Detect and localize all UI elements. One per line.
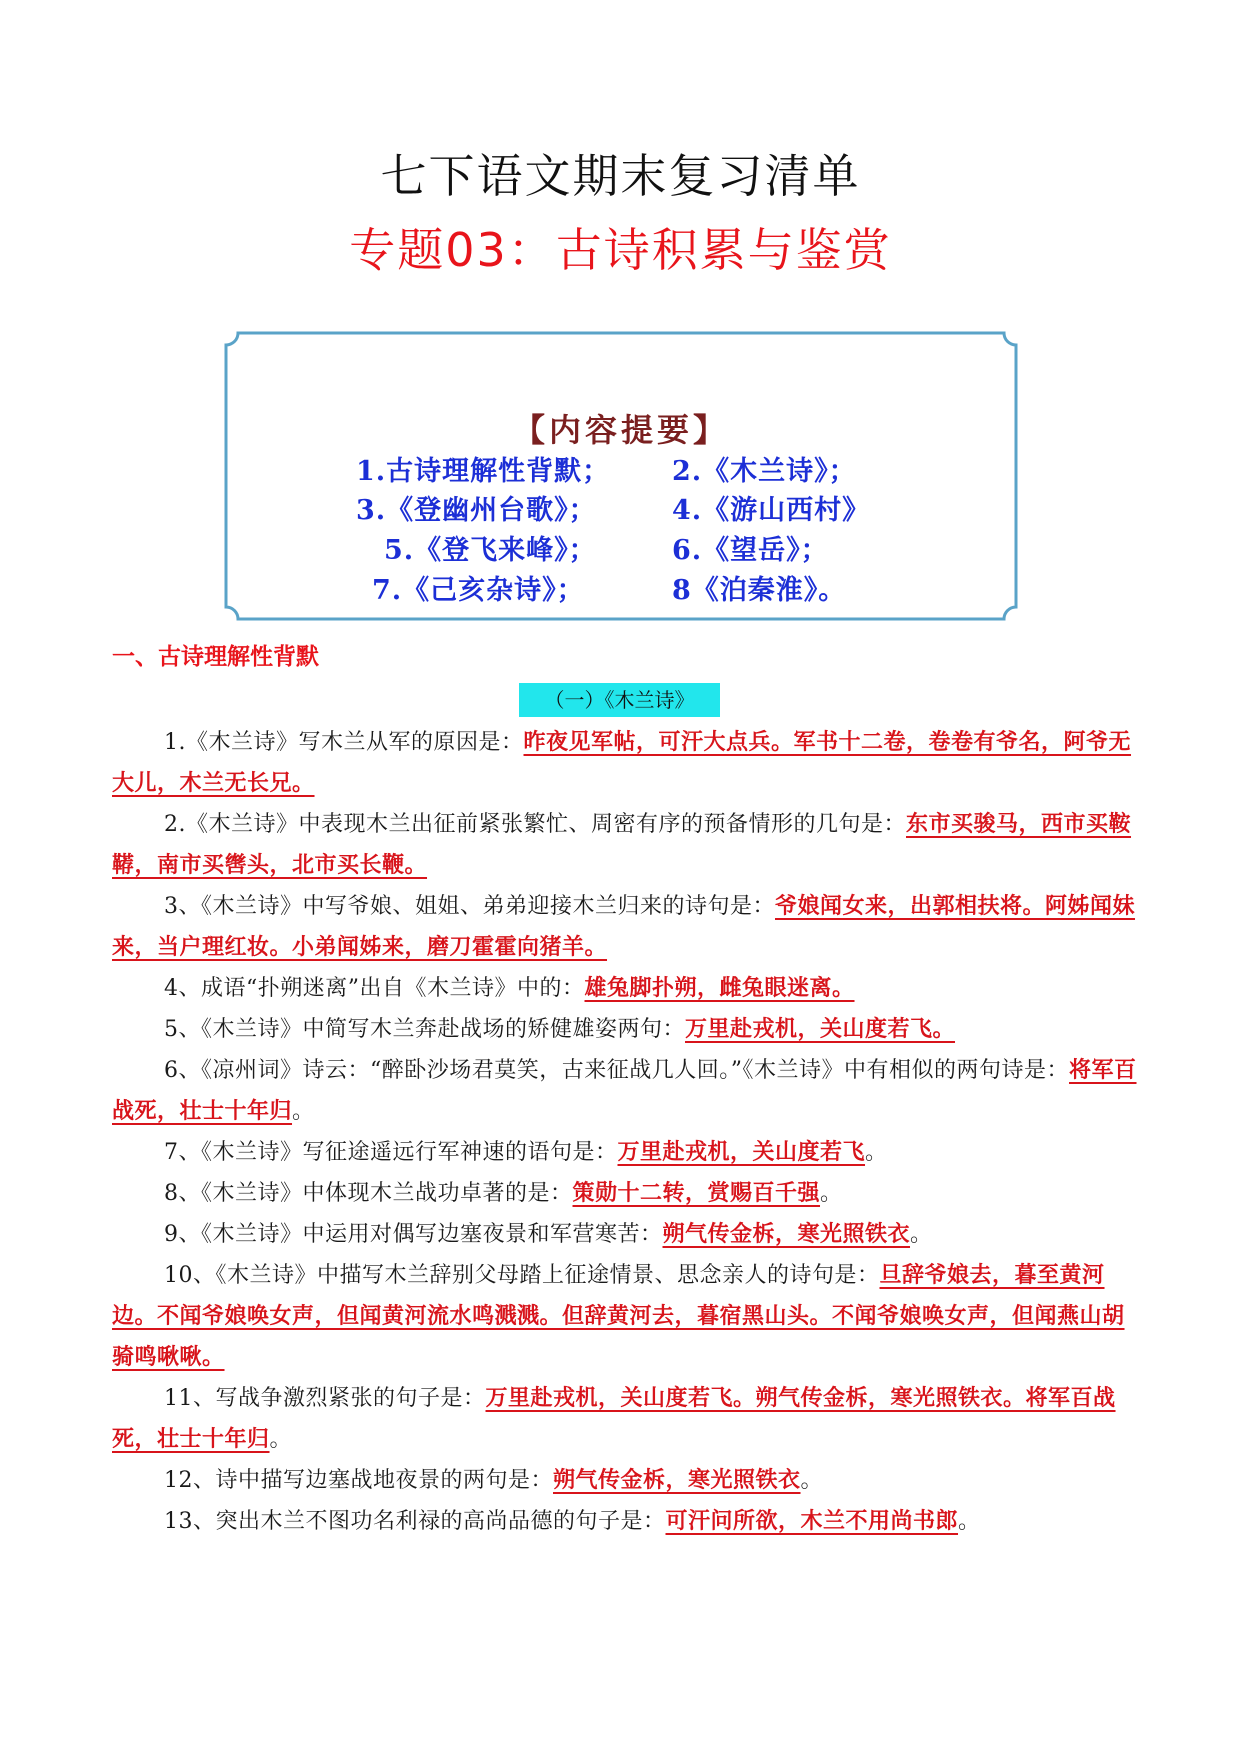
question-text: 8、《木兰诗》中体现木兰战功卓著的是： [164,1181,573,1206]
question-text: 1.《木兰诗》写木兰从军的原因是： [164,730,524,755]
question-text: 9、《木兰诗》中运用对偶写边塞夜景和军营寒苦： [164,1222,663,1247]
question-item [112,1214,1142,1255]
question-text: 7、《木兰诗》写征途遥远行军神速的语句是： [164,1140,618,1165]
summary-item-6: 6.《望岳》； [672,535,829,566]
question-text: 5、《木兰诗》中简写木兰奔赴战场的矫健雄姿两句： [164,1017,685,1042]
answer-text: 雄兔脚扑朔，雌兔眼迷离。 [584,975,855,1001]
question-text: 11、写战争激烈紧张的句子是： [164,1386,486,1411]
summary-item-2: 2.《木兰诗》； [672,456,857,487]
answer-tail: 。 [910,1222,933,1247]
question-item [112,1009,1142,1050]
answer-text: 昨夜见军帖，可汗大点兵。军书十二卷，卷卷有爷名，阿爷无大儿，木兰无长兄。 [112,729,1132,796]
question-item [112,968,1142,1009]
question-text: 12、诗中描写边塞战地夜景的两句是： [164,1468,553,1493]
summary-box [224,331,1018,621]
summary-item-4: 4.《游山西村》 [672,495,871,526]
summary-item-8: 8《泊秦淮》。 [672,575,847,606]
question-text: 3、《木兰诗》中写爷娘、姐姐、弟弟迎接木兰归来的诗句是： [164,894,775,919]
summary-box-frame [224,331,1018,621]
answer-text: 万里赴戎机，关山度若飞。朔气传金柝，寒光照铁衣。将军百战死，壮士十年归 [112,1385,1116,1452]
question-item [112,1132,1142,1173]
question-item [112,1501,1142,1542]
answer-text: 东市买骏马，西市买鞍鞯，南市买辔头，北市买长鞭。 [112,811,1132,878]
answer-tail: 。 [865,1140,888,1165]
question-text: 2.《木兰诗》中表现木兰出征前紧张繁忙、周密有序的预备情形的几句是： [164,812,906,837]
question-item [112,1050,1142,1132]
answer-text: 爷娘闻女来，出郭相扶将。阿姊闻妹来，当户理红妆。小弟闻姊来，磨刀霍霍向猪羊。 [112,893,1136,960]
question-item [112,722,1142,804]
answer-tail: 。 [269,1427,293,1452]
document-title: 七下语文期末复习清单 [380,149,861,203]
question-text: 4、成语“扑朔迷离”出自《木兰诗》中的： [164,976,585,1001]
question-item [112,1173,1142,1214]
question-list [112,722,1142,1542]
answer-text: 万里赴戎机，关山度若飞。 [685,1016,956,1042]
answer-tail: 。 [820,1181,843,1206]
summary-item-3: 3.《登幽州台歌》； [356,495,597,526]
answer-text: 将军百战死，壮士十年归 [112,1057,1137,1124]
answer-tail: 。 [292,1099,315,1124]
answer-tail: 。 [800,1468,824,1493]
answer-text: 旦辞爷娘去，暮至黄河边。不闻爷娘唤女声，但闻黄河流水鸣溅溅。但辞黄河去，暮宿黑山头。不闻爷娘唤女声，但闻燕山胡骑鸣啾啾。 [112,1262,1125,1370]
question-text: 13、突出木兰不图功名利禄的高尚品德的句子是： [164,1509,666,1534]
answer-text: 朔气传金柝，寒光照铁衣 [662,1221,911,1247]
answer-text: 策勋十二转，赏赐百千强 [572,1180,821,1206]
question-item [112,1378,1142,1460]
answer-text: 朔气传金柝，寒光照铁衣 [553,1467,801,1493]
summary-item-5: 5.《登飞来峰》； [384,535,597,566]
answer-tail: 。 [958,1509,981,1534]
question-text: 10、《木兰诗》中描写木兰辞别父母踏上征途情景、思念亲人的诗句是： [164,1263,880,1288]
summary-heading: 【内容提要】 [512,411,729,449]
question-item [112,804,1142,886]
question-item [112,1255,1142,1378]
section-heading: 一、古诗理解性背默 [112,644,319,670]
question-text: 6、《凉州词》诗云：“醉卧沙场君莫笑，古来征战几人回。”《木兰诗》中有相似的两句诗是： [164,1058,1069,1083]
summary-item-7: 7.《己亥杂诗》； [372,575,585,606]
document-subtitle: 专题03：古诗积累与鉴赏 [349,223,892,277]
question-item [112,1460,1142,1501]
subsection-tag: （一）《木兰诗》 [519,683,720,717]
question-item [112,886,1142,968]
summary-item-1: 1.古诗理解性背默； [356,456,611,487]
answer-text: 可汗问所欲，木兰不用尚书郎 [665,1508,959,1534]
answer-text: 万里赴戎机，关山度若飞 [617,1139,866,1165]
